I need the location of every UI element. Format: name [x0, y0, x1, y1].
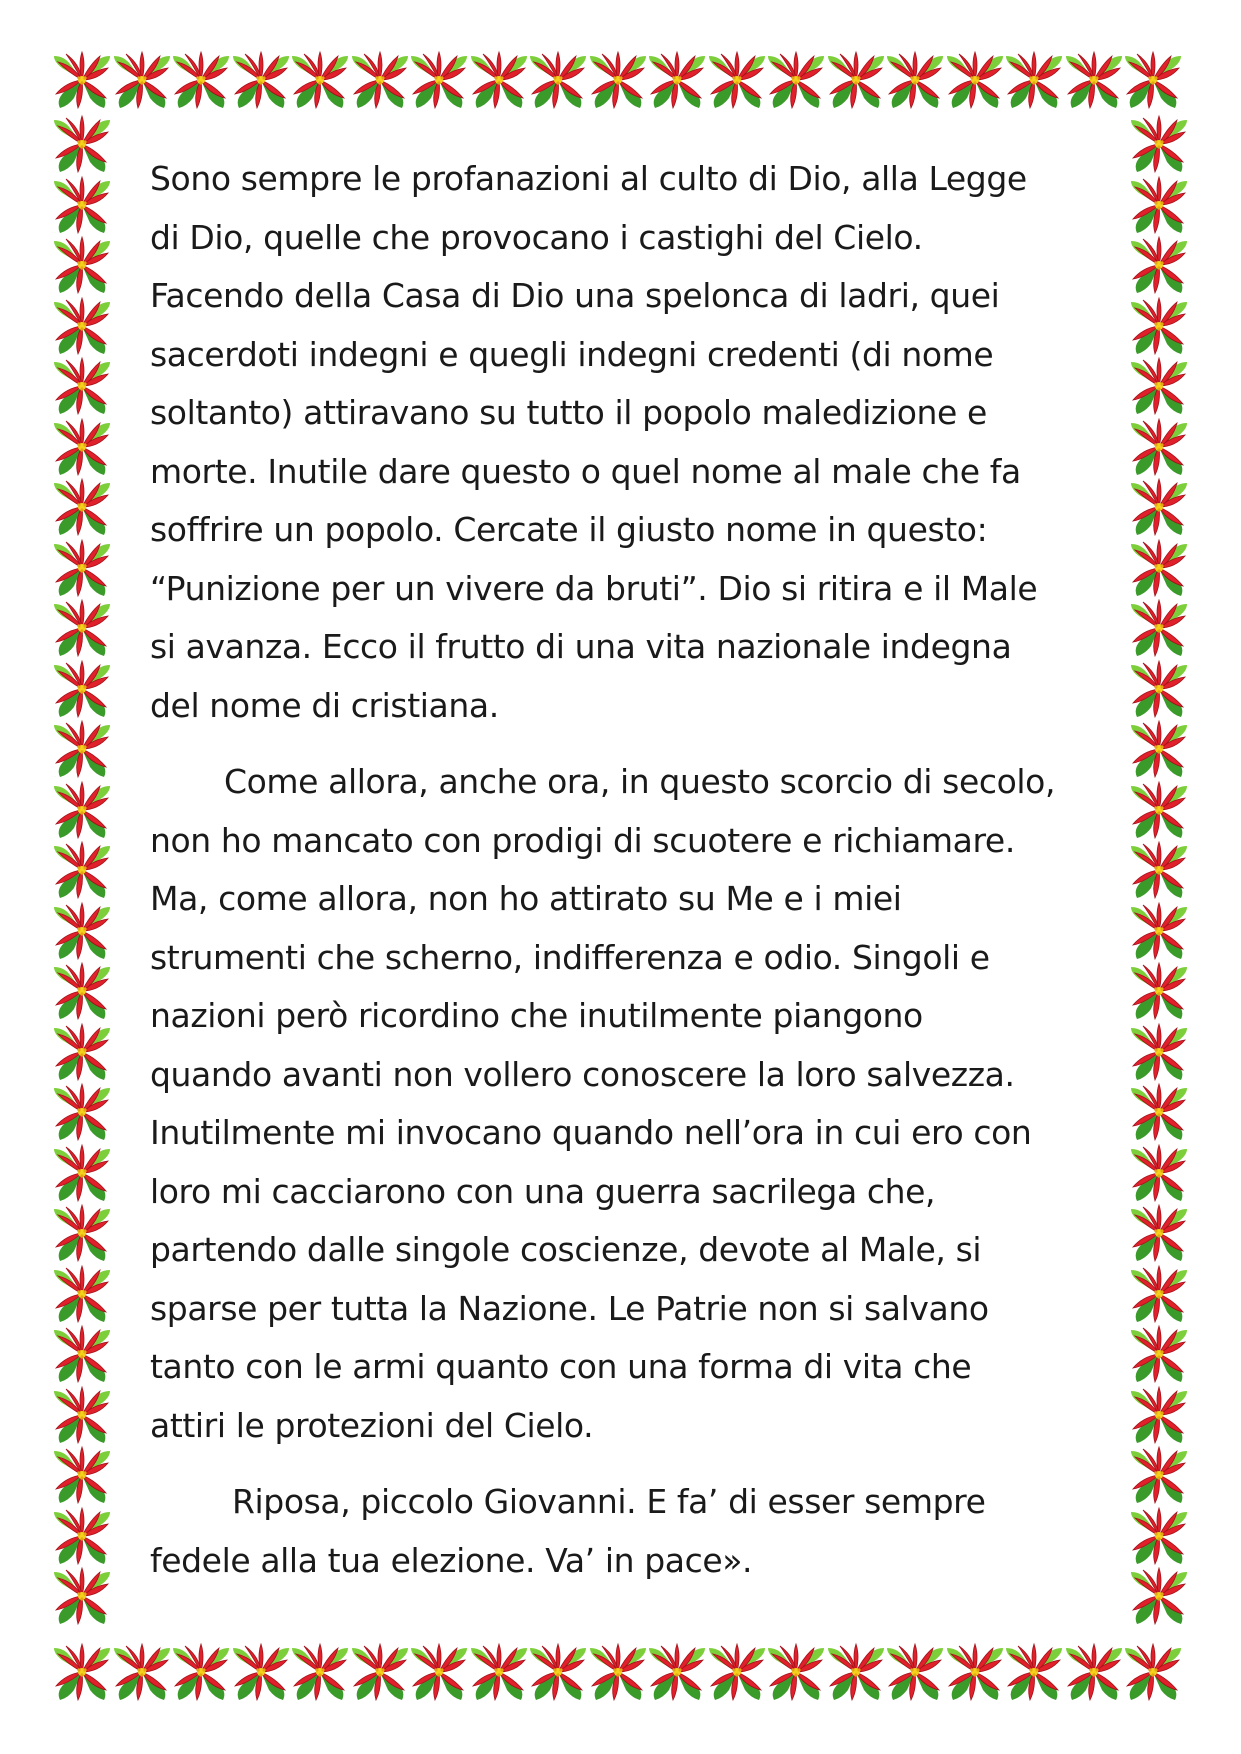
- poinsettia-icon: [1062, 1640, 1126, 1704]
- poinsettia-icon: [50, 48, 114, 112]
- poinsettia-icon: [467, 1640, 531, 1704]
- poinsettia-icon: [50, 1504, 114, 1568]
- poinsettia-icon: [526, 48, 590, 112]
- text-line: tanto con le armi quanto con una forma di vita che: [150, 1347, 972, 1386]
- poinsettia-icon: [50, 1322, 114, 1386]
- text-line: sparse per tutta la Nazione. Le Patrie non si salvano: [150, 1288, 989, 1328]
- poinsettia-icon: [1127, 717, 1191, 781]
- poinsettia-icon: [50, 1564, 114, 1628]
- poinsettia-icon: [1127, 233, 1191, 297]
- poinsettia-icon: [1127, 1504, 1191, 1568]
- text-line: Facendo della Casa di Dio una spelonca di ladri, quei: [150, 276, 1000, 315]
- poinsettia-icon: [467, 48, 531, 112]
- poinsettia-icon: [1127, 1383, 1191, 1447]
- poinsettia-icon: [348, 48, 412, 112]
- poinsettia-icon: [50, 1262, 114, 1326]
- poinsettia-icon: [1127, 959, 1191, 1023]
- poinsettia-icon: [169, 48, 233, 112]
- poinsettia-icon: [705, 48, 769, 112]
- poinsettia-icon: [943, 1640, 1007, 1704]
- poinsettia-icon: [1127, 1322, 1191, 1386]
- text-line: fedele alla tua elezione. Va’ in pace».: [150, 1540, 753, 1580]
- poinsettia-icon: [50, 838, 114, 902]
- poinsettia-icon: [169, 1640, 233, 1704]
- text-line: non ho mancato con prodigi di scuotere e richiamare.: [150, 820, 1015, 860]
- poinsettia-icon: [1002, 48, 1066, 112]
- poinsettia-icon: [943, 48, 1007, 112]
- poinsettia-icon: [1127, 173, 1191, 237]
- poinsettia-icon: [1127, 596, 1191, 660]
- document-body: [150, 150, 1100, 1590]
- poinsettia-icon: [1121, 1640, 1185, 1704]
- text-line: soffrire un popolo. Cercate il giusto nome in questo:: [150, 510, 988, 549]
- poinsettia-icon: [50, 959, 114, 1023]
- border-bottom: [50, 1640, 1191, 1704]
- text-line: si avanza. Ecco il frutto di una vita nazionale indegna: [150, 627, 1012, 666]
- poinsettia-icon: [1127, 778, 1191, 842]
- poinsettia-icon: [1127, 1443, 1191, 1507]
- poinsettia-icon: [348, 1640, 412, 1704]
- poinsettia-icon: [1127, 1020, 1191, 1084]
- poinsettia-icon: [50, 778, 114, 842]
- poinsettia-icon: [50, 536, 114, 600]
- text-line: “Punizione per un vivere da bruti”. Dio si ritira e il Male: [150, 568, 1038, 608]
- poinsettia-icon: [645, 1640, 709, 1704]
- poinsettia-icon: [1062, 48, 1126, 112]
- text-line: soltanto) attiravano su tutto il popolo maledizione e: [150, 393, 987, 432]
- poinsettia-icon: [110, 1640, 174, 1704]
- poinsettia-icon: [1127, 838, 1191, 902]
- poinsettia-icon: [1127, 1080, 1191, 1144]
- border-left: [50, 112, 114, 1640]
- poinsettia-icon: [50, 415, 114, 479]
- text-line: del nome di cristiana.: [150, 685, 499, 725]
- poinsettia-icon: [50, 1443, 114, 1507]
- poinsettia-icon: [1127, 415, 1191, 479]
- poinsettia-icon: [50, 657, 114, 721]
- poinsettia-icon: [50, 1080, 114, 1144]
- poinsettia-icon: [764, 48, 828, 112]
- poinsettia-icon: [586, 48, 650, 112]
- poinsettia-icon: [50, 354, 114, 418]
- poinsettia-icon: [645, 48, 709, 112]
- poinsettia-icon: [526, 1640, 590, 1704]
- poinsettia-icon: [50, 1201, 114, 1265]
- poinsettia-icon: [1127, 475, 1191, 539]
- poinsettia-icon: [764, 1640, 828, 1704]
- poinsettia-icon: [824, 1640, 888, 1704]
- poinsettia-icon: [50, 294, 114, 358]
- text-line: Riposa, piccolo Giovanni. E fa’ di esser sempre: [232, 1482, 986, 1521]
- poinsettia-icon: [1127, 1262, 1191, 1326]
- text-line: partendo dalle singole coscienze, devote al Male, si: [150, 1230, 982, 1269]
- poinsettia-icon: [50, 475, 114, 539]
- poinsettia-icon: [1127, 657, 1191, 721]
- text-line: Sono sempre le profanazioni al culto di Dio, alla Legge: [150, 159, 1027, 198]
- border-right: [1127, 112, 1191, 1640]
- poinsettia-icon: [705, 1640, 769, 1704]
- poinsettia-icon: [1127, 1564, 1191, 1628]
- poinsettia-icon: [883, 48, 947, 112]
- poinsettia-icon: [110, 48, 174, 112]
- border-top: [50, 48, 1191, 112]
- paragraph-gap: [150, 1455, 1100, 1473]
- text-line: di Dio, quelle che provocano i castighi del Cielo.: [150, 217, 923, 257]
- poinsettia-icon: [1127, 354, 1191, 418]
- poinsettia-icon: [1002, 1640, 1066, 1704]
- text-line: Come allora, anche ora, in questo scorcio di secolo,: [224, 762, 1056, 801]
- poinsettia-icon: [407, 1640, 471, 1704]
- poinsettia-icon: [1127, 294, 1191, 358]
- text-line: Ma, come allora, non ho attirato su Me e i miei: [150, 879, 902, 918]
- paragraph-1: [150, 150, 1100, 735]
- poinsettia-icon: [1127, 899, 1191, 963]
- poinsettia-icon: [883, 1640, 947, 1704]
- poinsettia-icon: [50, 1640, 114, 1704]
- text-line: sacerdoti indegni e quegli indegni credenti (di nome: [150, 334, 994, 374]
- poinsettia-icon: [50, 173, 114, 237]
- text-line: quando avanti non vollero conoscere la loro salvezza.: [150, 1054, 1015, 1094]
- text-line: attiri le protezioni del Cielo.: [150, 1405, 594, 1445]
- poinsettia-icon: [288, 1640, 352, 1704]
- poinsettia-icon: [824, 48, 888, 112]
- paragraph-gap: [150, 735, 1100, 753]
- poinsettia-icon: [288, 48, 352, 112]
- poinsettia-icon: [229, 48, 293, 112]
- poinsettia-icon: [50, 233, 114, 297]
- poinsettia-icon: [50, 899, 114, 963]
- text-line: Inutilmente mi invocano quando nell’ora in cui ero con: [150, 1113, 1032, 1152]
- text-line: loro mi cacciarono con una guerra sacrilega che,: [150, 1171, 936, 1211]
- poinsettia-icon: [1127, 112, 1191, 176]
- text-line: morte. Inutile dare questo o quel nome al male che fa: [150, 451, 1021, 491]
- poinsettia-icon: [50, 112, 114, 176]
- poinsettia-icon: [50, 1020, 114, 1084]
- text-line: nazioni però ricordino che inutilmente piangono: [150, 996, 923, 1035]
- poinsettia-icon: [1127, 536, 1191, 600]
- poinsettia-icon: [50, 1383, 114, 1447]
- poinsettia-icon: [1121, 48, 1185, 112]
- poinsettia-icon: [50, 717, 114, 781]
- text-line: strumenti che scherno, indifferenza e odio. Singoli e: [150, 937, 990, 977]
- poinsettia-icon: [1127, 1201, 1191, 1265]
- paragraph-3: [150, 1473, 1100, 1590]
- poinsettia-icon: [229, 1640, 293, 1704]
- poinsettia-icon: [407, 48, 471, 112]
- paragraph-2: [150, 753, 1100, 1455]
- poinsettia-icon: [586, 1640, 650, 1704]
- poinsettia-icon: [1127, 1141, 1191, 1205]
- poinsettia-icon: [50, 1141, 114, 1205]
- poinsettia-icon: [50, 596, 114, 660]
